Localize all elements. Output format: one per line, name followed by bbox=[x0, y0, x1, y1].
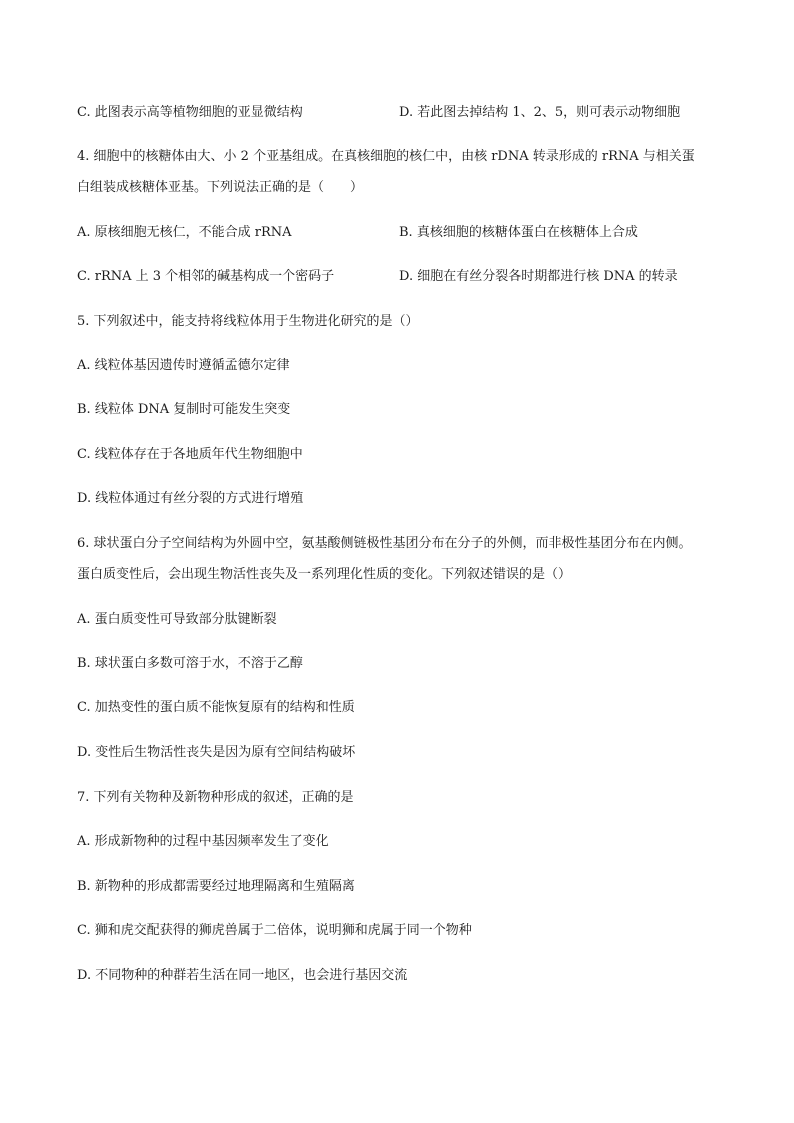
q4-option-b: B. 真核细胞的核糖体蛋白在核糖体上合成 bbox=[399, 225, 638, 240]
q6-option-d: D. 变性后生物活性丧失是因为原有空间结构破坏 bbox=[77, 745, 356, 760]
q7-stem: 7. 下列有关物种及新物种形成的叙述，正确的是 bbox=[77, 790, 354, 805]
q3-option-c: C. 此图表示高等植物细胞的亚显微结构 bbox=[77, 105, 303, 120]
q7-option-d: D. 不同物种的种群若生活在同一地区，也会进行基因交流 bbox=[77, 968, 408, 983]
q6-stem-line1: 6. 球状蛋白分子空间结构为外圆中空，氨基酸侧链极性基团分布在分子的外侧，而非极性基团分布在内侧。 bbox=[77, 536, 692, 551]
q5-stem: 5. 下列叙述中，能支持将线粒体用于生物进化研究的是（） bbox=[77, 314, 419, 329]
q6-option-c: C. 加热变性的蛋白质不能恢复原有的结构和性质 bbox=[77, 700, 355, 715]
q4-option-a: A. 原核细胞无核仁，不能合成 rRNA bbox=[77, 225, 292, 240]
q4-option-c: C. rRNA 上 3 个相邻的碱基构成一个密码子 bbox=[77, 269, 335, 284]
q7-option-a: A. 形成新物种的过程中基因频率发生了变化 bbox=[77, 834, 329, 849]
q5-option-c: C. 线粒体存在于各地质年代生物细胞中 bbox=[77, 447, 303, 462]
q7-option-c: C. 狮和虎交配获得的狮虎兽属于二倍体，说明狮和虎属于同一个物种 bbox=[77, 923, 472, 938]
q4-stem-line2: 白组装成核糖体亚基。下列说法正确的是（ ） bbox=[77, 180, 364, 195]
q7-option-b: B. 新物种的形成都需要经过地理隔离和生殖隔离 bbox=[77, 879, 355, 894]
q4-option-d: D. 细胞在有丝分裂各时期都进行核 DNA 的转录 bbox=[399, 269, 678, 284]
q5-option-d: D. 线粒体通过有丝分裂的方式进行增殖 bbox=[77, 491, 304, 506]
q3-option-d: D. 若此图去掉结构 1、2、5，则可表示动物细胞 bbox=[399, 105, 681, 120]
q5-option-b: B. 线粒体 DNA 复制时可能发生突变 bbox=[77, 402, 291, 417]
q6-option-b: B. 球状蛋白多数可溶于水，不溶于乙醇 bbox=[77, 656, 303, 671]
q4-stem-line1: 4. 细胞中的核糖体由大、小 2 个亚基组成。在真核细胞的核仁中，由核 rDNA 转录形成的 rRNA 与相关蛋 bbox=[77, 149, 695, 164]
q6-stem-line2: 蛋白质变性后，会出现生物活性丧失及一系列理化性质的变化。下列叙述错误的是（） bbox=[77, 567, 572, 582]
q5-option-a: A. 线粒体基因遗传时遵循孟德尔定律 bbox=[77, 358, 290, 373]
q6-option-a: A. 蛋白质变性可导致部分肽键断裂 bbox=[77, 612, 277, 627]
